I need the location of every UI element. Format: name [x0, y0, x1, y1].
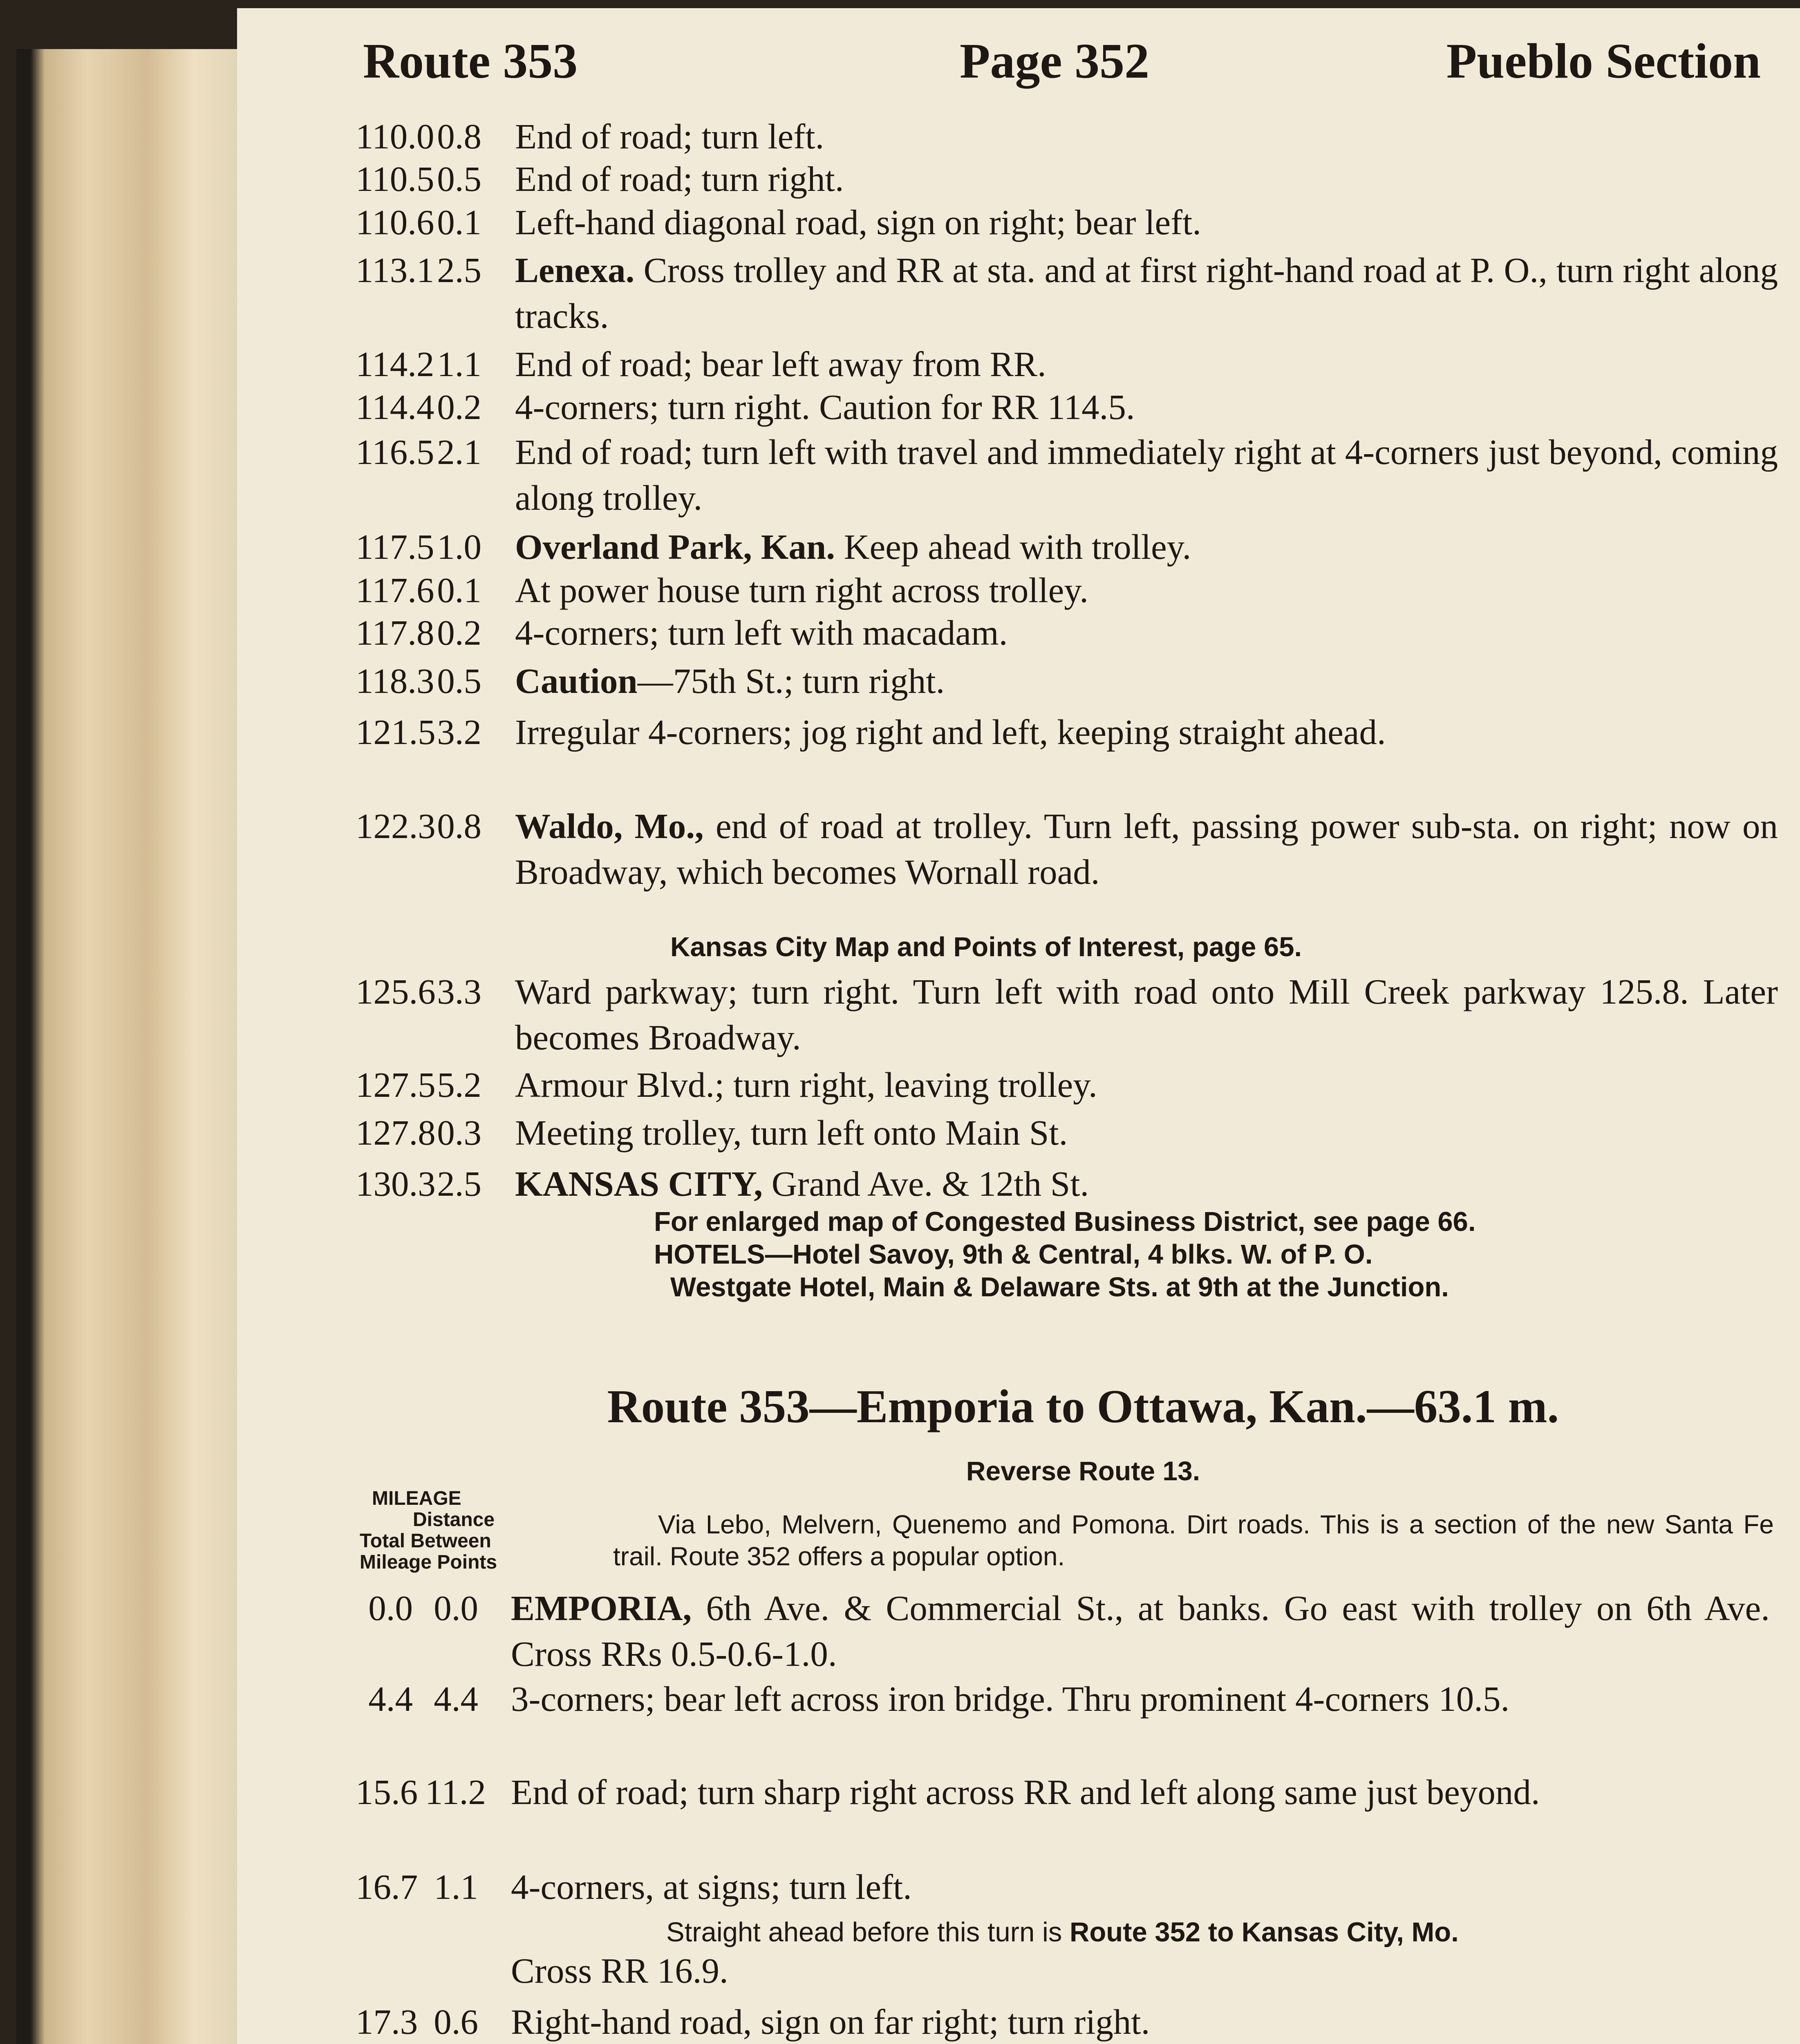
- direction-text: 3-corners; bear left across iron bridge. Thru prominent 4-corners 10.5.: [511, 1679, 1510, 1719]
- total-mileage: 110.5: [356, 159, 434, 199]
- total-mileage: 17.3: [356, 2002, 418, 2042]
- distance-between: 0.2: [437, 387, 481, 427]
- total-mileage: 121.5: [356, 712, 436, 752]
- place-name: KANSAS CITY,: [515, 1164, 763, 1204]
- total-mileage: 113.1: [356, 250, 434, 290]
- mileage-label: MILEAGE: [372, 1488, 461, 1509]
- direction-text: At power house turn right across trolley.: [515, 570, 1088, 610]
- hotels-note: HOTELS—Hotel Savoy, 9th & Central, 4 blks. W. of P. O.: [654, 1239, 1373, 1270]
- total-mileage: 122.3: [356, 806, 436, 846]
- direction-text: —75th St.; turn right.: [637, 661, 945, 701]
- total-mileage: 114.4: [356, 387, 434, 427]
- mileage-points-label: Mileage Points: [360, 1551, 497, 1573]
- distance-between: 2.5: [437, 250, 481, 290]
- total-between-label: Total Between: [360, 1530, 491, 1552]
- total-mileage: 110.6: [356, 202, 434, 242]
- direction-text: Cross trolley and RR at sta. and at first right-hand road at P. O., turn right along tracks.: [515, 250, 1778, 336]
- distance-between: 5.2: [437, 1065, 481, 1105]
- distance-label: Distance: [413, 1509, 495, 1531]
- distance-between: 0.2: [437, 613, 481, 652]
- route-number: Route 353: [363, 34, 578, 89]
- total-mileage: 0.0: [368, 1588, 413, 1628]
- direction-text: Left-hand diagonal road, sign on right; bear left.: [515, 202, 1202, 242]
- direction-text: Keep ahead with trolley.: [844, 527, 1191, 567]
- direction-text: End of road; bear left away from RR.: [515, 344, 1046, 384]
- direction-text: Right-hand road, sign on far right; turn right.: [511, 2002, 1150, 2042]
- book-page: [237, 8, 1800, 2044]
- total-mileage: 127.5: [356, 1065, 436, 1105]
- total-mileage: 16.7: [356, 1867, 418, 1907]
- total-mileage: 118.3: [356, 661, 434, 701]
- distance-between: 3.3: [437, 972, 481, 1011]
- page-number: Page 352: [960, 34, 1150, 89]
- total-mileage: 117.6: [356, 570, 434, 610]
- direction-text: 4-corners, at signs; turn left.: [511, 1867, 912, 1907]
- route-via-description: Via Lebo, Melvern, Quenemo and Pomona. Dirt roads. This is a section of the new Santa Fe trail. Route 352 offers a popular option.: [613, 1510, 1774, 1571]
- distance-between: 0.5: [437, 661, 481, 701]
- hotels-note-continued: Westgate Hotel, Main & Delaware Sts. at 9th at the Junction.: [670, 1272, 1449, 1302]
- place-name: Waldo, Mo.,: [515, 806, 704, 846]
- distance-between: 1.1: [434, 1867, 478, 1907]
- distance-between: 1.0: [437, 527, 481, 567]
- total-mileage: 127.8: [356, 1113, 436, 1152]
- total-mileage: 114.2: [356, 344, 434, 384]
- note-text: Straight ahead before this turn is: [666, 1917, 1062, 1948]
- distance-between: 0.5: [437, 159, 481, 199]
- distance-between: 2.1: [437, 432, 481, 472]
- direction-text: end of road at trolley. Turn left, passing power sub-sta. on right; now on Broadway, which becomes Wornall road.: [515, 806, 1778, 892]
- direction-text: 6th Ave. & Commercial St., at banks. Go east with trolley on 6th Ave. Cross RRs 0.5-0.6-1.0.: [511, 1588, 1770, 1674]
- kansas-city-map-note: Kansas City Map and Points of Interest, page 65.: [670, 932, 1302, 962]
- distance-between: 0.3: [437, 1113, 481, 1152]
- distance-between: 0.8: [437, 117, 481, 156]
- enlarged-map-note: For enlarged map of Congested Business District, see page 66.: [654, 1206, 1476, 1237]
- direction-text: Meeting trolley, turn left onto Main St.: [515, 1113, 1068, 1152]
- distance-between: 0.6: [434, 2002, 478, 2042]
- direction-text: Irregular 4-corners; jog right and left, keeping straight ahead.: [515, 712, 1386, 752]
- total-mileage: 110.0: [356, 117, 434, 156]
- route-title: Route 353—Emporia to Ottawa, Kan.—63.1 m.: [607, 1381, 1559, 1432]
- distance-between: 0.0: [434, 1588, 478, 1628]
- cross-rr-note: Cross RR 16.9.: [511, 1951, 728, 1990]
- direction-text: End of road; turn right.: [515, 159, 844, 199]
- direction-text: Ward parkway; turn right. Turn left with road onto Mill Creek parkway 125.8. Later becomes Broadway.: [515, 972, 1778, 1057]
- place-name: Overland Park, Kan.: [515, 527, 835, 567]
- place-name: Lenexa.: [515, 250, 635, 290]
- section-name: Pueblo Section: [1446, 34, 1761, 89]
- distance-between: 4.4: [434, 1679, 478, 1719]
- direction-text: End of road; turn left.: [515, 117, 824, 156]
- total-mileage: 117.5: [356, 527, 434, 567]
- direction-text: End of road; turn left with travel and immediately right at 4-corners just beyond, coming along trolley.: [515, 432, 1778, 518]
- book-page-edges: [16, 49, 253, 2044]
- route-352-note: [666, 1916, 1459, 1948]
- total-mileage: 117.8: [356, 613, 434, 652]
- caution-label: Caution: [515, 661, 638, 701]
- total-mileage: 4.4: [368, 1679, 413, 1719]
- direction-text: Armour Blvd.; turn right, leaving trolley.: [515, 1065, 1097, 1105]
- direction-text: Grand Ave. & 12th St.: [771, 1164, 1089, 1204]
- distance-between: 11.2: [425, 1772, 486, 1812]
- reverse-route: Reverse Route 13.: [966, 1456, 1200, 1486]
- page-header: [363, 33, 1761, 102]
- direction-text: End of road; turn sharp right across RR and left along same just beyond.: [511, 1772, 1540, 1812]
- distance-between: 0.1: [437, 202, 481, 242]
- distance-between: 3.2: [437, 712, 481, 752]
- note-route-ref: Route 352 to Kansas City, Mo.: [1069, 1917, 1459, 1948]
- distance-between: 0.8: [437, 806, 481, 846]
- distance-between: 1.1: [437, 344, 481, 384]
- total-mileage: 116.5: [356, 432, 434, 472]
- place-name: EMPORIA,: [511, 1588, 692, 1628]
- total-mileage: 130.3: [356, 1164, 436, 1204]
- direction-text: 4-corners; turn left with macadam.: [515, 613, 1008, 652]
- total-mileage: 15.6: [356, 1772, 418, 1812]
- distance-between: 0.1: [437, 570, 481, 610]
- direction-text: 4-corners; turn right. Caution for RR 114.5.: [515, 387, 1135, 427]
- distance-between: 2.5: [437, 1164, 481, 1204]
- total-mileage: 125.6: [356, 972, 436, 1011]
